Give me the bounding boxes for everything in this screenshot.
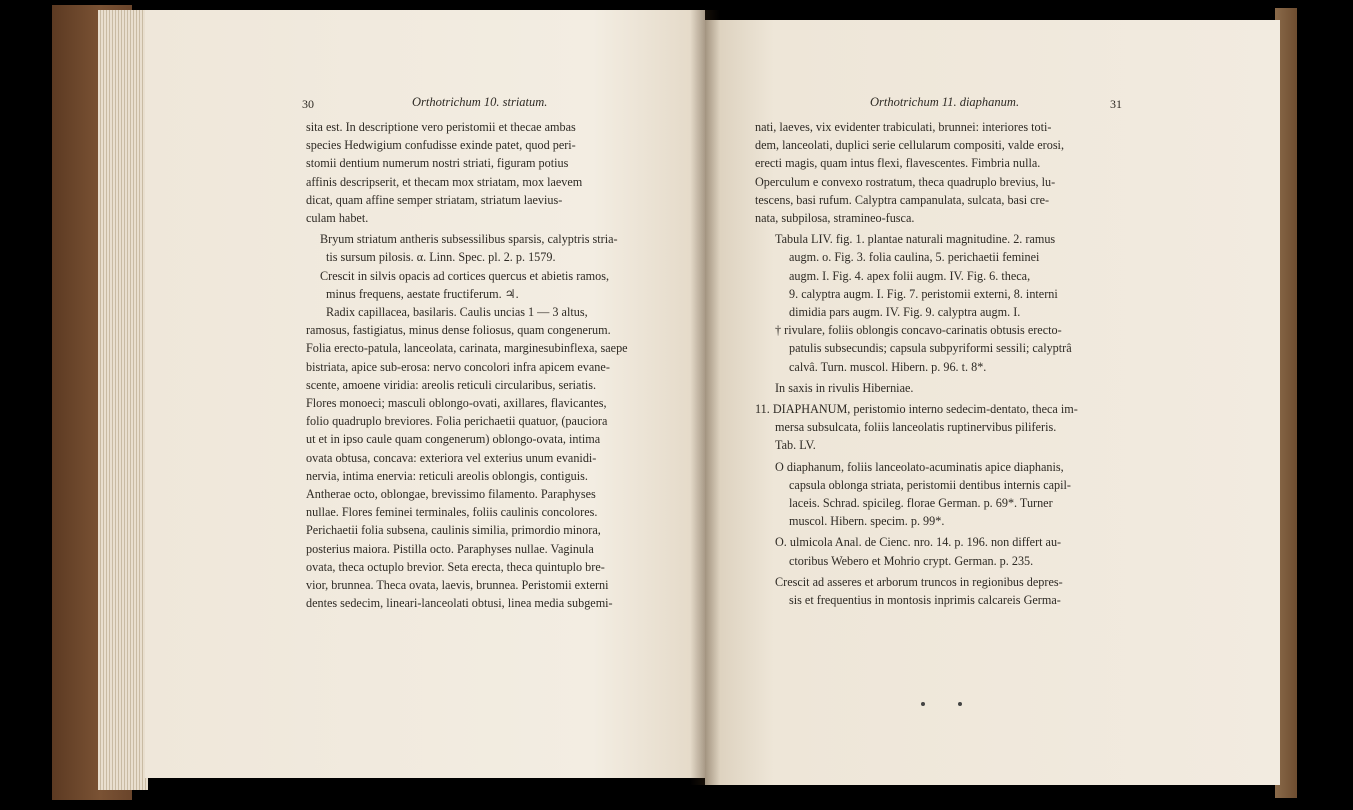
text-line: calvâ. Turn. muscol. Hibern. p. 96. t. 8*.	[789, 359, 987, 374]
text-line: capsula oblonga striata, peristomii dentibus internis capil-	[789, 477, 1071, 492]
text-line: Antherae octo, oblongae, brevissimo filamento. Paraphyses	[306, 487, 596, 502]
text-line: Crescit ad asseres et arborum truncos in regionibus depres-	[775, 574, 1063, 589]
text-line: patulis subsecundis; capsula subpyriformi sessili; calyptrâ	[789, 341, 1072, 356]
text-line: nata, subpilosa, stramineo-fusca.	[755, 211, 915, 226]
text-line: In saxis in rivulis Hiberniae.	[775, 380, 914, 395]
text-line: ctoribus Webero et Mohrio crypt. German. p. 235.	[789, 553, 1034, 568]
book-gutter	[690, 10, 720, 785]
text-line: ovata obtusa, concava: exteriora vel exterius unum evanidi-	[306, 450, 597, 465]
text-line: O diaphanum, foliis lanceolato-acuminatis apice diaphanis,	[775, 459, 1064, 474]
text-line: nullae. Flores feminei terminales, foliis caulinis concolores.	[306, 505, 598, 520]
text-line: Perichaetii folia subsena, caulinis similia, primordio minora,	[306, 523, 601, 538]
left-running-head: Orthotrichum 10. striatum.	[412, 95, 548, 109]
text-line: dem, lanceolati, duplici serie cellularum compositi, valde erosi,	[755, 138, 1064, 153]
text-line: sita est. In descriptione vero peristomii et thecae ambas	[306, 120, 576, 134]
text-line: species Hedwigium confudisse exinde patet, quod peri-	[306, 138, 576, 153]
text-line: scente, amoene viridia: areolis reticuli circularibus, seriatis.	[306, 377, 597, 392]
ink-speck	[921, 702, 925, 706]
text-line: Tab. LV.	[775, 438, 816, 453]
text-line: ovata, theca octuplo brevior. Seta erecta, theca quintuplo bre-	[306, 559, 605, 574]
text-line: augm. o. Fig. 3. folia caulina, 5. perichaetii feminei	[789, 250, 1040, 265]
text-line: posterius maiora. Pistilla octo. Paraphyses nullae. Vaginula	[306, 541, 594, 556]
text-line: dimidia pars augm. IV. Fig. 9. calyptra augm. I.	[789, 305, 1021, 320]
text-line: 9. calyptra augm. I. Fig. 7. peristomii externi, 8. interni	[789, 286, 1058, 301]
text-line: Radix capillacea, basilaris. Caulis uncias 1 — 3 altus,	[326, 305, 588, 320]
text-line: Operculum e convexo rostratum, theca quadruplo brevius, lu-	[755, 174, 1056, 189]
left-page-number: 30	[302, 97, 314, 111]
text-line: Crescit in silvis opacis ad cortices quercus et abietis ramos,	[320, 268, 610, 283]
page-edges	[98, 10, 148, 790]
text-line: tis sursum pilosis. α. Linn. Spec. pl. 2. p. 1579.	[326, 250, 556, 265]
text-line: bistriata, apice sub-erosa: nervo concolori infra apicem evane-	[306, 359, 610, 374]
text-line: muscol. Hibern. specim. p. 99*.	[789, 514, 945, 529]
text-line: laceis. Schrad. spicileg. florae German. p. 69*. Turner	[789, 496, 1053, 511]
text-line: dentes sedecim, lineari-lanceolati obtusi, linea media subgemi-	[306, 596, 613, 611]
text-line: ut et in ipso caule quam congenerum) oblongo-ovata, intima	[306, 432, 601, 447]
text-line: Tabula LIV. fig. 1. plantae naturali magnitudine. 2. ramus	[775, 232, 1056, 247]
text-line: stomii dentium numerum nostri striati, figuram potius	[306, 156, 569, 171]
text-line: nati, laeves, vix evidenter trabiculati, brunnei: interiores toti-	[755, 120, 1052, 134]
text-line: mersa subsulcata, foliis lanceolatis ruptinervibus piliferis.	[775, 420, 1057, 435]
text-line: Bryum striatum antheris subsessilibus sparsis, calyptris stria-	[320, 232, 618, 247]
text-line: 11. DIAPHANUM, peristomio interno sedecim-dentato, theca im-	[755, 402, 1078, 417]
text-line: O. ulmicola Anal. de Cienc. nro. 14. p. 196. non differt au-	[775, 535, 1062, 550]
right-running-head: Orthotrichum 11. diaphanum.	[870, 95, 1020, 109]
text-line: sis et frequentius in montosis inprimis calcareis Germa-	[789, 593, 1061, 608]
text-line: vior, brunnea. Theca ovata, laevis, brunnea. Peristomii externi	[306, 578, 609, 593]
right-page-number: 31	[1110, 97, 1122, 111]
text-line: minus frequens, aestate fructiferum. ♃.	[326, 286, 519, 301]
text-line: erecti magis, quam intus flexi, flavescentes. Fimbria nulla.	[755, 156, 1041, 171]
text-line: tescens, basi rufum. Calyptra campanulata, sulcata, basi cre-	[755, 192, 1050, 207]
left-page-body	[306, 118, 671, 612]
text-line: culam habet.	[306, 211, 369, 226]
text-line: augm. I. Fig. 4. apex folii augm. IV. Fig. 6. theca,	[789, 268, 1031, 283]
text-line: affinis descripserit, et thecam mox striatam, mox laevem	[306, 174, 583, 189]
text-line: Flores monoeci; masculi oblongo-ovati, axillares, flavicantes,	[306, 396, 607, 411]
ink-speck	[958, 702, 962, 706]
text-line: nervia, intima enervia: reticuli areolis oblongis, contiguis.	[306, 468, 588, 483]
text-line: ramosus, fastigiatus, minus dense foliosus, quam congenerum.	[306, 323, 611, 338]
text-line: Folia erecto-patula, lanceolata, carinata, marginesubinflexa, saepe	[306, 341, 628, 356]
text-line: † rivulare, foliis oblongis concavo-carinatis obtusis erecto-	[775, 323, 1062, 338]
text-line: dicat, quam affine semper striatam, striatum laevius-	[306, 192, 563, 207]
right-page-body	[755, 118, 1125, 609]
text-line: folio quadruplo breviores. Folia perichaetii quatuor, (pauciora	[306, 414, 608, 429]
